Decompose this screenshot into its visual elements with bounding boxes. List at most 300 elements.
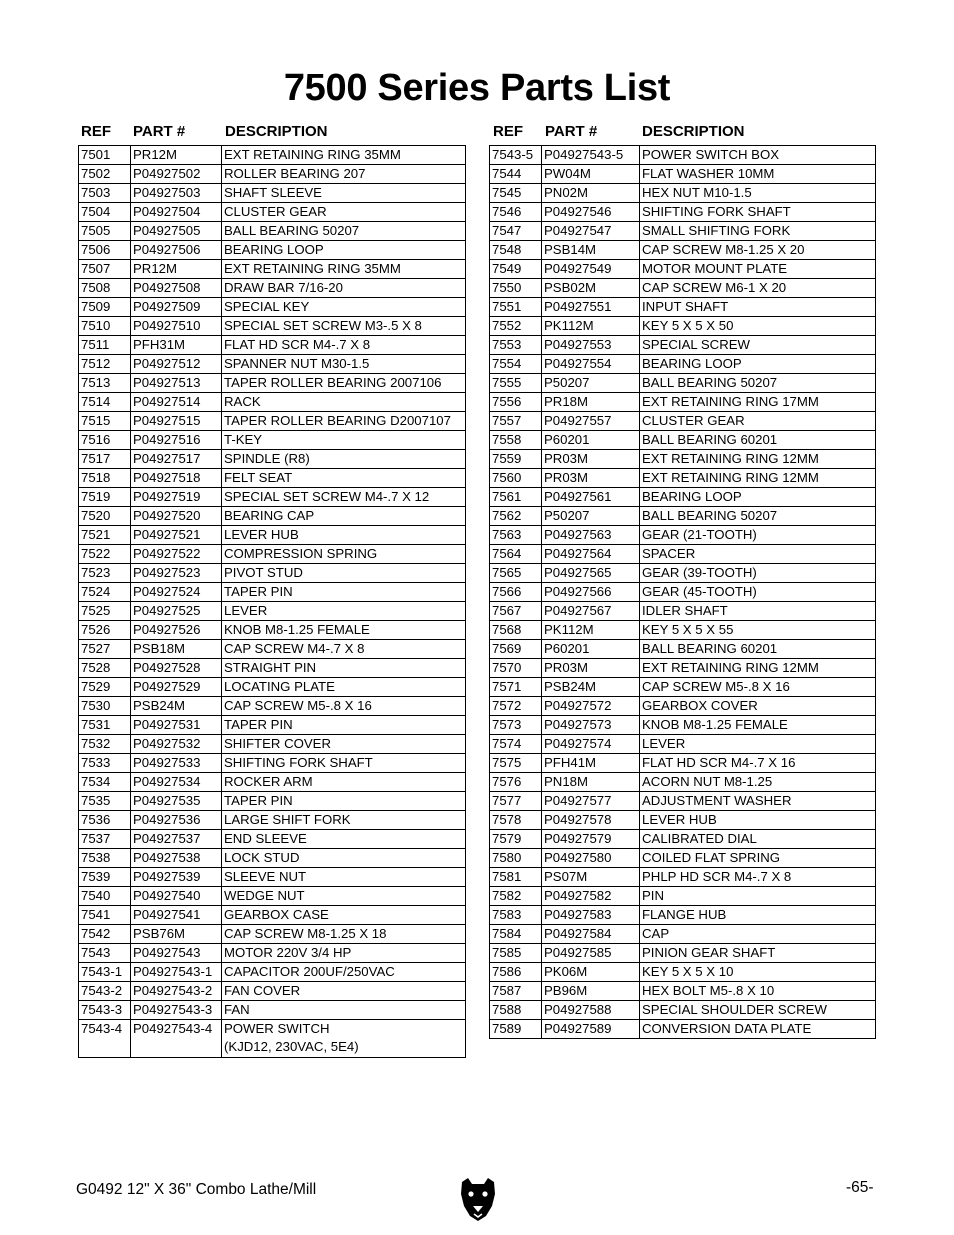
table-row (490, 317, 876, 336)
ref-cell: 7535 (79, 792, 131, 811)
part-number-cell: P04927580 (542, 849, 640, 868)
ref-cell: 7569 (490, 640, 542, 659)
description-cell: CONVERSION DATA PLATE (640, 1020, 876, 1039)
ref-cell: 7522 (79, 545, 131, 564)
ref-cell: 7514 (79, 393, 131, 412)
ref-cell: 7506 (79, 241, 131, 260)
description-cell: BALL BEARING 60201 (640, 431, 876, 450)
table-row (79, 374, 466, 393)
ref-cell: 7582 (490, 887, 542, 906)
part-number-cell: P04927533 (131, 754, 222, 773)
description-cell: SPACER (640, 545, 876, 564)
part-number-cell: P04927522 (131, 545, 222, 564)
table-row (79, 849, 466, 868)
table-row (490, 621, 876, 640)
description-cell: FLAT WASHER 10MM (640, 165, 876, 184)
part-number-cell: P04927557 (542, 412, 640, 431)
ref-cell: 7542 (79, 925, 131, 944)
description-cell: SLEEVE NUT (222, 868, 466, 887)
description-cell: POWER SWITCH BOX (640, 146, 876, 165)
ref-cell: 7558 (490, 431, 542, 450)
part-number-cell: PSB24M (131, 697, 222, 716)
description-cell: LARGE SHIFT FORK (222, 811, 466, 830)
description-cell: SPECIAL SET SCREW M4-.7 X 12 (222, 488, 466, 507)
ref-cell: 7557 (490, 412, 542, 431)
description-cell: LOCK STUD (222, 849, 466, 868)
table-row (490, 583, 876, 602)
table-row (490, 222, 876, 241)
part-number-cell: PSB02M (542, 279, 640, 298)
description-cell: CAP SCREW M6-1 X 20 (640, 279, 876, 298)
table-row (490, 203, 876, 222)
description-cell: FAN COVER (222, 982, 466, 1001)
part-number-cell: P04927525 (131, 602, 222, 621)
part-number-cell: P04927543-4 (131, 1020, 222, 1058)
description-cell: DRAW BAR 7/16-20 (222, 279, 466, 298)
ref-cell: 7551 (490, 298, 542, 317)
part-number-cell: PK112M (542, 317, 640, 336)
part-number-cell: P04927513 (131, 374, 222, 393)
description-cell: EXT RETAINING RING 35MM (222, 260, 466, 279)
table-row (79, 697, 466, 716)
table-row (490, 412, 876, 431)
part-number-cell: P04927535 (131, 792, 222, 811)
description-cell (222, 1020, 466, 1058)
table-row (490, 298, 876, 317)
description-cell: RACK (222, 393, 466, 412)
part-number-cell: P04927553 (542, 336, 640, 355)
part-number-cell: P60201 (542, 640, 640, 659)
table-row (490, 773, 876, 792)
table-row (490, 944, 876, 963)
ref-cell: 7562 (490, 507, 542, 526)
ref-cell: 7526 (79, 621, 131, 640)
ref-cell: 7566 (490, 583, 542, 602)
description-cell: TAPER PIN (222, 716, 466, 735)
ref-cell: 7583 (490, 906, 542, 925)
part-number-cell: P04927519 (131, 488, 222, 507)
part-number-cell: PSB18M (131, 640, 222, 659)
description-cell: SPECIAL KEY (222, 298, 466, 317)
ref-cell: 7534 (79, 773, 131, 792)
description-cell: GEAR (45-TOOTH) (640, 583, 876, 602)
table-row (79, 450, 466, 469)
description-cell: CAP (640, 925, 876, 944)
description-cell: CAP SCREW M8-1.25 X 18 (222, 925, 466, 944)
description-cell: BEARING LOOP (640, 355, 876, 374)
table-row (79, 944, 466, 963)
description-cell: CAPACITOR 200UF/250VAC (222, 963, 466, 982)
table-row (490, 925, 876, 944)
part-number-cell: P04927589 (542, 1020, 640, 1039)
description-line: POWER SWITCH (224, 1021, 330, 1036)
description-cell: COMPRESSION SPRING (222, 545, 466, 564)
part-number-cell: P04927537 (131, 830, 222, 849)
left-header-ref: REF (81, 123, 111, 140)
table-row (79, 165, 466, 184)
ref-cell: 7543-2 (79, 982, 131, 1001)
description-cell: BEARING LOOP (222, 241, 466, 260)
ref-cell: 7530 (79, 697, 131, 716)
right-parts-table (489, 145, 876, 1039)
part-number-cell: PR18M (542, 393, 640, 412)
part-number-cell: P04927505 (131, 222, 222, 241)
table-row (490, 469, 876, 488)
table-row (490, 564, 876, 583)
ref-cell: 7503 (79, 184, 131, 203)
part-number-cell: P04927543-3 (131, 1001, 222, 1020)
part-number-cell: PN18M (542, 773, 640, 792)
left-header-description: DESCRIPTION (225, 123, 328, 140)
description-cell: TAPER ROLLER BEARING 2007106 (222, 374, 466, 393)
part-number-cell: P04927529 (131, 678, 222, 697)
table-row (79, 602, 466, 621)
part-number-cell: P04927546 (542, 203, 640, 222)
table-row (79, 925, 466, 944)
ref-cell: 7528 (79, 659, 131, 678)
part-number-cell: P04927515 (131, 412, 222, 431)
description-cell: KNOB M8-1.25 FEMALE (222, 621, 466, 640)
ref-cell: 7589 (490, 1020, 542, 1039)
ref-cell: 7508 (79, 279, 131, 298)
description-cell: GEARBOX CASE (222, 906, 466, 925)
ref-cell: 7578 (490, 811, 542, 830)
part-number-cell: P04927543-5 (542, 146, 640, 165)
description-cell: SPINDLE (R8) (222, 450, 466, 469)
description-cell: KEY 5 X 5 X 55 (640, 621, 876, 640)
table-row (79, 336, 466, 355)
page-number: -65- (846, 1179, 874, 1196)
description-cell: SPANNER NUT M30-1.5 (222, 355, 466, 374)
description-cell: CLUSTER GEAR (640, 412, 876, 431)
ref-cell: 7519 (79, 488, 131, 507)
table-row (79, 621, 466, 640)
table-row (490, 146, 876, 165)
part-number-cell: P04927577 (542, 792, 640, 811)
ref-cell: 7550 (490, 279, 542, 298)
part-number-cell: P04927543-2 (131, 982, 222, 1001)
ref-cell: 7510 (79, 317, 131, 336)
part-number-cell: PFH31M (131, 336, 222, 355)
part-number-cell: P04927584 (542, 925, 640, 944)
part-number-cell: PS07M (542, 868, 640, 887)
part-number-cell: P04927541 (131, 906, 222, 925)
table-row (79, 469, 466, 488)
ref-cell: 7523 (79, 564, 131, 583)
description-cell: EXT RETAINING RING 12MM (640, 450, 876, 469)
description-cell: GEAR (39-TOOTH) (640, 564, 876, 583)
description-cell: GEARBOX COVER (640, 697, 876, 716)
table-row (490, 697, 876, 716)
description-cell: HEX NUT M10-1.5 (640, 184, 876, 203)
description-cell: ACORN NUT M8-1.25 (640, 773, 876, 792)
ref-cell: 7561 (490, 488, 542, 507)
table-row (490, 355, 876, 374)
table-row (79, 184, 466, 203)
part-number-cell: P04927516 (131, 431, 222, 450)
part-number-cell: P04927514 (131, 393, 222, 412)
description-cell: LEVER HUB (640, 811, 876, 830)
description-cell: CAP SCREW M8-1.25 X 20 (640, 241, 876, 260)
part-number-cell: P04927503 (131, 184, 222, 203)
description-cell: ROCKER ARM (222, 773, 466, 792)
table-row (79, 393, 466, 412)
ref-cell: 7588 (490, 1001, 542, 1020)
ref-cell: 7555 (490, 374, 542, 393)
table-row (490, 374, 876, 393)
part-number-cell: PN02M (542, 184, 640, 203)
ref-cell: 7543-4 (79, 1020, 131, 1058)
description-cell: TAPER PIN (222, 583, 466, 602)
description-cell: FLAT HD SCR M4-.7 X 16 (640, 754, 876, 773)
part-number-cell: P04927564 (542, 545, 640, 564)
table-row (79, 583, 466, 602)
ref-cell: 7541 (79, 906, 131, 925)
table-row (79, 963, 466, 982)
table-row (79, 355, 466, 374)
ref-cell: 7580 (490, 849, 542, 868)
ref-cell: 7579 (490, 830, 542, 849)
ref-cell: 7507 (79, 260, 131, 279)
ref-cell: 7587 (490, 982, 542, 1001)
table-row (490, 754, 876, 773)
table-row (490, 260, 876, 279)
description-cell: PIVOT STUD (222, 564, 466, 583)
right-header-ref: REF (493, 123, 523, 140)
ref-cell: 7565 (490, 564, 542, 583)
description-cell: HEX BOLT M5-.8 X 10 (640, 982, 876, 1001)
description-cell: CAP SCREW M5-.8 X 16 (222, 697, 466, 716)
part-number-cell: PK06M (542, 963, 640, 982)
table-row (79, 222, 466, 241)
table-row (490, 279, 876, 298)
description-cell: CAP SCREW M4-.7 X 8 (222, 640, 466, 659)
part-number-cell: P50207 (542, 507, 640, 526)
description-cell: PIN (640, 887, 876, 906)
table-row (490, 792, 876, 811)
ref-cell: 7552 (490, 317, 542, 336)
part-number-cell: P04927540 (131, 887, 222, 906)
ref-cell: 7574 (490, 735, 542, 754)
ref-cell: 7543-1 (79, 963, 131, 982)
ref-cell: 7536 (79, 811, 131, 830)
table-row (79, 1001, 466, 1020)
table-row (79, 716, 466, 735)
left-header-part: PART # (133, 123, 186, 140)
table-row (79, 203, 466, 222)
table-row (490, 431, 876, 450)
table-row (490, 184, 876, 203)
footer-model: G0492 12" X 36" Combo Lathe/Mill (76, 1181, 317, 1198)
description-cell: FLANGE HUB (640, 906, 876, 925)
description-cell: CALIBRATED DIAL (640, 830, 876, 849)
description-cell: FELT SEAT (222, 469, 466, 488)
table-row (490, 1001, 876, 1020)
table-row (79, 526, 466, 545)
ref-cell: 7502 (79, 165, 131, 184)
part-number-cell: P04927547 (542, 222, 640, 241)
ref-cell: 7515 (79, 412, 131, 431)
table-row (490, 526, 876, 545)
part-number-cell: PSB76M (131, 925, 222, 944)
ref-cell: 7581 (490, 868, 542, 887)
ref-cell: 7512 (79, 355, 131, 374)
table-row (79, 1020, 466, 1058)
part-number-cell: P04927543 (131, 944, 222, 963)
part-number-cell: P04927585 (542, 944, 640, 963)
description-cell: BEARING LOOP (640, 488, 876, 507)
part-number-cell: PR12M (131, 260, 222, 279)
part-number-cell: P04927554 (542, 355, 640, 374)
description-cell: PHLP HD SCR M4-.7 X 8 (640, 868, 876, 887)
part-number-cell: PSB24M (542, 678, 640, 697)
table-row (79, 507, 466, 526)
ref-cell: 7533 (79, 754, 131, 773)
ref-cell: 7537 (79, 830, 131, 849)
description-cell: IDLER SHAFT (640, 602, 876, 621)
table-row (79, 678, 466, 697)
table-row (79, 298, 466, 317)
description-cell: SPECIAL SET SCREW M3-.5 X 8 (222, 317, 466, 336)
description-cell: EXT RETAINING RING 12MM (640, 659, 876, 678)
ref-cell: 7585 (490, 944, 542, 963)
part-number-cell: P04927582 (542, 887, 640, 906)
ref-cell: 7573 (490, 716, 542, 735)
table-row (490, 545, 876, 564)
table-row (490, 963, 876, 982)
ref-cell: 7543-3 (79, 1001, 131, 1020)
table-row (490, 811, 876, 830)
table-row (79, 773, 466, 792)
part-number-cell: PR03M (542, 450, 640, 469)
table-row (490, 165, 876, 184)
part-number-cell: P04927517 (131, 450, 222, 469)
part-number-cell: PR03M (542, 659, 640, 678)
ref-cell: 7563 (490, 526, 542, 545)
description-cell: END SLEEVE (222, 830, 466, 849)
ref-cell: 7572 (490, 697, 542, 716)
description-cell: T-KEY (222, 431, 466, 450)
right-header-description: DESCRIPTION (642, 123, 745, 140)
part-number-cell: PB96M (542, 982, 640, 1001)
part-number-cell: P04927518 (131, 469, 222, 488)
description-cell: CLUSTER GEAR (222, 203, 466, 222)
part-number-cell: P04927528 (131, 659, 222, 678)
table-row (490, 868, 876, 887)
table-row (490, 393, 876, 412)
description-cell: BALL BEARING 60201 (640, 640, 876, 659)
table-row (79, 241, 466, 260)
ref-cell: 7546 (490, 203, 542, 222)
ref-cell: 7511 (79, 336, 131, 355)
description-cell: KNOB M8-1.25 FEMALE (640, 716, 876, 735)
table-row (79, 830, 466, 849)
part-number-cell: P04927536 (131, 811, 222, 830)
description-cell: ROLLER BEARING 207 (222, 165, 466, 184)
ref-cell: 7568 (490, 621, 542, 640)
description-cell: GEAR (21-TOOTH) (640, 526, 876, 545)
part-number-cell: P04927567 (542, 602, 640, 621)
part-number-cell: P04927512 (131, 355, 222, 374)
ref-cell: 7524 (79, 583, 131, 602)
ref-cell: 7517 (79, 450, 131, 469)
part-number-cell: P04927573 (542, 716, 640, 735)
description-cell: BALL BEARING 50207 (222, 222, 466, 241)
ref-cell: 7564 (490, 545, 542, 564)
table-row (490, 450, 876, 469)
description-cell: SMALL SHIFTING FORK (640, 222, 876, 241)
part-number-cell: P04927572 (542, 697, 640, 716)
ref-cell: 7544 (490, 165, 542, 184)
part-number-cell: PSB14M (542, 241, 640, 260)
description-cell: INPUT SHAFT (640, 298, 876, 317)
ref-cell: 7548 (490, 241, 542, 260)
part-number-cell: P04927539 (131, 868, 222, 887)
table-row (490, 678, 876, 697)
table-row (490, 1020, 876, 1039)
ref-cell: 7549 (490, 260, 542, 279)
description-cell: WEDGE NUT (222, 887, 466, 906)
part-number-cell: P04927578 (542, 811, 640, 830)
part-number-cell: PW04M (542, 165, 640, 184)
description-cell: EXT RETAINING RING 35MM (222, 146, 466, 165)
table-row (79, 982, 466, 1001)
description-cell: FLAT HD SCR M4-.7 X 8 (222, 336, 466, 355)
ref-cell: 7518 (79, 469, 131, 488)
part-number-cell: P04927532 (131, 735, 222, 754)
description-cell: LOCATING PLATE (222, 678, 466, 697)
ref-cell: 7531 (79, 716, 131, 735)
description-cell: TAPER PIN (222, 792, 466, 811)
part-number-cell: P04927502 (131, 165, 222, 184)
ref-cell: 7540 (79, 887, 131, 906)
description-cell: TAPER ROLLER BEARING D2007107 (222, 412, 466, 431)
part-number-cell: P04927583 (542, 906, 640, 925)
ref-cell: 7505 (79, 222, 131, 241)
ref-cell: 7556 (490, 393, 542, 412)
table-row (79, 260, 466, 279)
table-row (79, 279, 466, 298)
ref-cell: 7527 (79, 640, 131, 659)
table-row (490, 336, 876, 355)
description-cell: FAN (222, 1001, 466, 1020)
description-cell: MOTOR MOUNT PLATE (640, 260, 876, 279)
ref-cell: 7559 (490, 450, 542, 469)
description-cell: EXT RETAINING RING 17MM (640, 393, 876, 412)
part-number-cell: P04927565 (542, 564, 640, 583)
ref-cell: 7554 (490, 355, 542, 374)
part-number-cell: P04927538 (131, 849, 222, 868)
table-row (490, 488, 876, 507)
ref-cell: 7553 (490, 336, 542, 355)
part-number-cell: P04927563 (542, 526, 640, 545)
description-cell: KEY 5 X 5 X 10 (640, 963, 876, 982)
part-number-cell: P04927504 (131, 203, 222, 222)
part-number-cell: P04927549 (542, 260, 640, 279)
ref-cell: 7543 (79, 944, 131, 963)
table-row (490, 849, 876, 868)
part-number-cell: P04927551 (542, 298, 640, 317)
part-number-cell: P04927566 (542, 583, 640, 602)
table-row (490, 241, 876, 260)
table-row (79, 811, 466, 830)
table-row (79, 146, 466, 165)
table-row (79, 317, 466, 336)
ref-cell: 7576 (490, 773, 542, 792)
description-cell: SHAFT SLEEVE (222, 184, 466, 203)
part-number-cell: P04927574 (542, 735, 640, 754)
part-number-cell: P60201 (542, 431, 640, 450)
